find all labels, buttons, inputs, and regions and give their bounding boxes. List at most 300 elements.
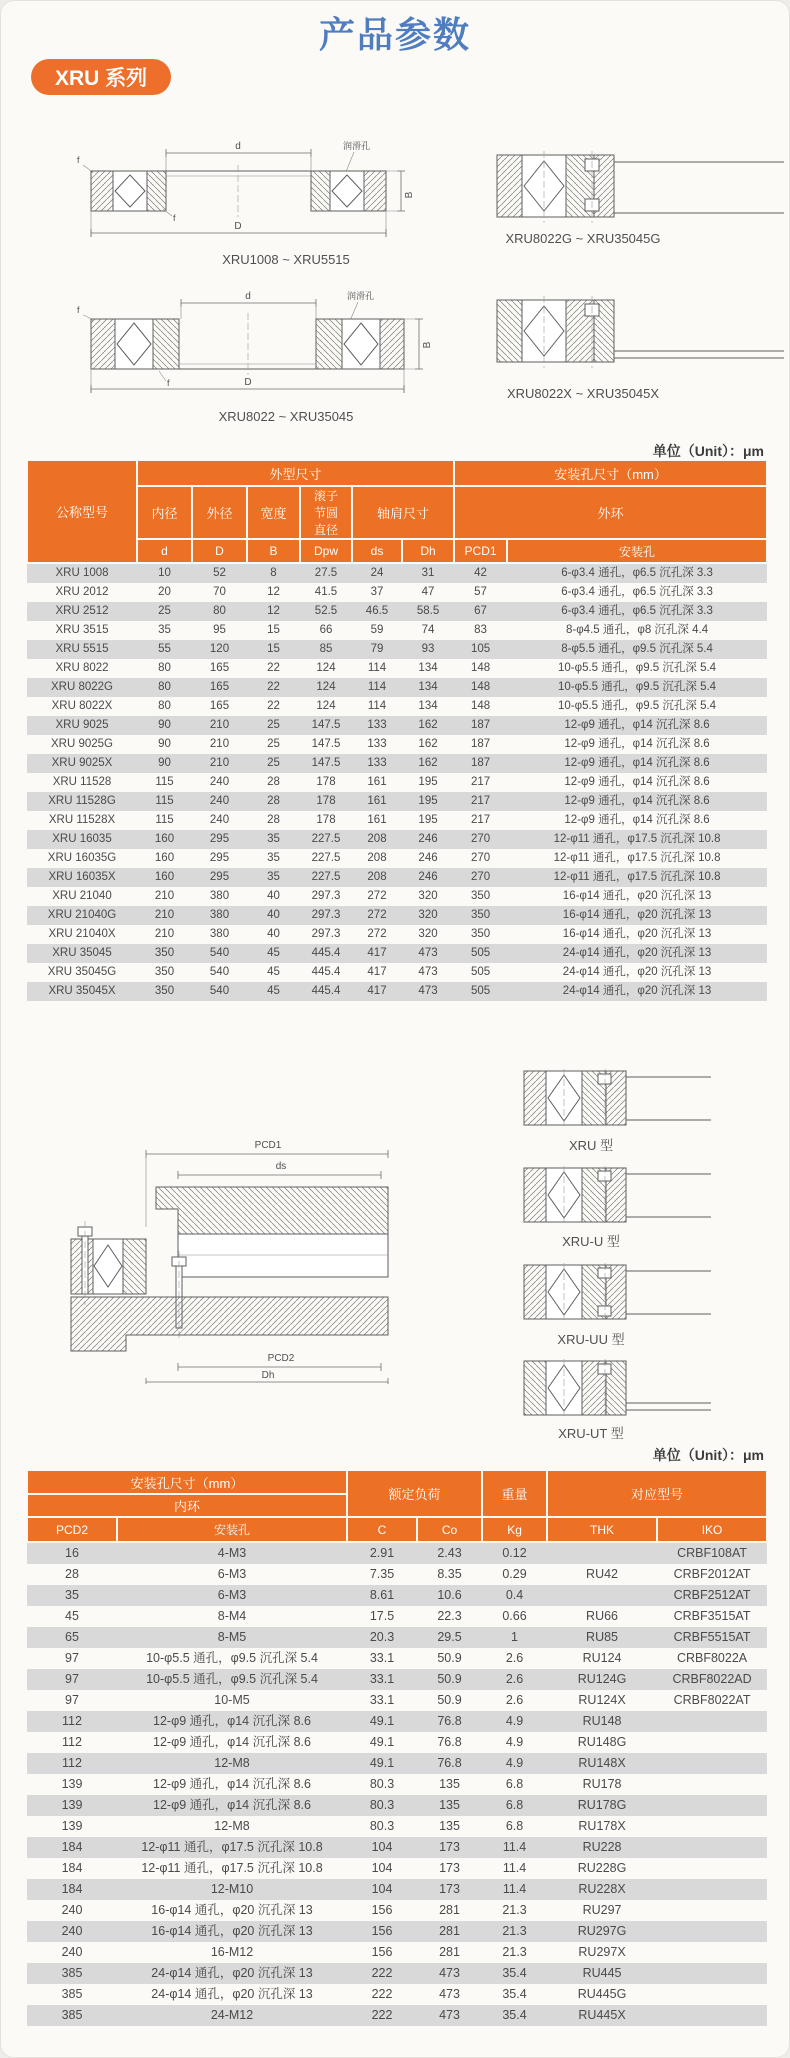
type-drawing-xru-uu	[506, 1263, 716, 1323]
cell: 112	[62, 1735, 82, 1749]
cell: 12-φ11 通孔，φ17.5 沉孔深 10.8	[141, 1861, 323, 1875]
cell: 2.6	[505, 1651, 524, 1665]
cell: 59	[370, 624, 384, 636]
cell: XRU 2512	[55, 605, 109, 617]
cell	[657, 1753, 767, 1774]
cell: 6.8	[505, 1777, 524, 1791]
cell: 195	[418, 814, 438, 826]
cell: 74	[421, 624, 435, 636]
cell: 160	[154, 852, 175, 864]
cell: 350	[470, 890, 491, 902]
dim-label-ds: ds	[275, 1161, 287, 1172]
cell	[547, 1542, 657, 1564]
cell: 195	[418, 776, 438, 788]
cell: 281	[439, 1924, 460, 1938]
load-ratings-table	[26, 1469, 768, 2026]
cell: XRU 11528G	[48, 795, 116, 807]
cell: RU124X	[578, 1693, 626, 1707]
cell: XRU 9025X	[51, 757, 113, 769]
cell: 7.35	[369, 1567, 395, 1581]
cell: 24-φ14 通孔，φ20 沉孔深 13	[562, 966, 712, 978]
col-header-outer-ring: 外环	[454, 486, 767, 539]
cell: RU297G	[577, 1924, 627, 1938]
cell: 178	[316, 776, 336, 788]
cell: 8-M5	[217, 1630, 247, 1644]
cell: 10-φ5.5 通孔，φ9.5 沉孔深 5.4	[558, 681, 717, 693]
cell: 297.3	[311, 928, 341, 940]
cell: 161	[367, 776, 387, 788]
col-header: 安装孔	[117, 1517, 347, 1542]
cell: 12-φ9 通孔，φ14 沉孔深 8.6	[564, 776, 710, 788]
type-drawing-xru	[506, 1069, 716, 1129]
cell: 540	[209, 985, 230, 997]
table-row	[27, 887, 767, 906]
table-row	[27, 1984, 767, 2005]
cell: 104	[371, 1840, 393, 1854]
dim-label-D: D	[234, 221, 242, 232]
cell: 240	[209, 795, 230, 807]
cell: 28	[65, 1567, 79, 1581]
cell: 50.9	[437, 1651, 462, 1665]
cell: CRBF2512AT	[673, 1588, 751, 1602]
cell: 445.4	[311, 985, 341, 997]
col-header: Dh	[402, 539, 454, 563]
cell: 97	[65, 1693, 79, 1707]
cell: 45	[267, 985, 280, 997]
group-header-inner-ring: 内环	[27, 1494, 347, 1517]
cell: 272	[367, 928, 387, 940]
cell: 0.66	[502, 1609, 527, 1623]
cell: 80	[158, 681, 171, 693]
cell: 10.6	[437, 1588, 462, 1602]
cell: 21.3	[502, 1945, 527, 1959]
cell: 31	[421, 567, 435, 579]
cell: 124	[316, 700, 336, 712]
cell	[657, 1858, 767, 1879]
cell: XRU 21040X	[48, 928, 116, 940]
page-title: 产品参数	[318, 14, 471, 55]
cell: 22.3	[437, 1609, 462, 1623]
cell: 473	[418, 985, 438, 997]
cell: CRBF8022A	[676, 1651, 748, 1665]
cell: 80	[158, 700, 171, 712]
cell: 162	[418, 738, 438, 750]
cell: 246	[418, 871, 438, 883]
cell: 272	[367, 909, 387, 921]
cell: 16-φ14 通孔，φ20 沉孔深 13	[562, 890, 712, 902]
type-caption: XRU-UU 型	[557, 1332, 625, 1347]
cell: 80.3	[369, 1798, 395, 1812]
cell: RU228X	[578, 1882, 626, 1896]
cell: 161	[367, 795, 387, 807]
cell: 49.1	[369, 1714, 395, 1728]
cell: RU148X	[578, 1756, 626, 1770]
cell: 473	[439, 1987, 460, 2001]
cell: 240	[61, 1945, 83, 1959]
table-row	[27, 1879, 767, 1900]
cell: XRU 5515	[55, 643, 109, 655]
type-caption: XRU-UT 型	[558, 1426, 624, 1441]
cell: 35.4	[502, 1966, 527, 1980]
cell: RU228	[582, 1840, 622, 1854]
col-header-outer-dia: 外径	[192, 486, 247, 539]
cell: 58.5	[416, 605, 440, 617]
cell: 97	[65, 1651, 79, 1665]
cell: RU297	[582, 1903, 622, 1917]
table-row	[27, 602, 767, 621]
cell: 385	[61, 1987, 83, 2001]
table-row	[27, 697, 767, 716]
cell: 6.8	[505, 1819, 524, 1833]
cell	[657, 1879, 767, 1900]
cell: 473	[418, 947, 438, 959]
col-header-roller-pcd: 滚子节圆直径	[300, 486, 352, 539]
cell: 227.5	[311, 833, 341, 845]
cell: XRU 35045G	[47, 966, 117, 978]
cell: 12-φ9 通孔，φ14 沉孔深 8.6	[564, 814, 710, 826]
cell: 12-φ9 通孔，φ14 沉孔深 8.6	[153, 1777, 311, 1791]
cell: 8	[270, 567, 277, 579]
cell: 195	[418, 795, 438, 807]
table-row	[27, 1627, 767, 1648]
cell: RU228G	[577, 1861, 627, 1875]
cell: 12-φ11 通孔，φ17.5 沉孔深 10.8	[553, 833, 721, 845]
diagram-caption: XRU1008 ~ XRU5515	[222, 252, 350, 267]
cell: 2.91	[369, 1546, 395, 1560]
cell: 41.5	[314, 586, 338, 598]
cell: 473	[439, 1966, 460, 1980]
type-drawing-xru-ut	[506, 1359, 716, 1419]
diagram-caption: XRU8022 ~ XRU35045	[218, 409, 354, 424]
cell: 12-φ11 通孔，φ17.5 沉孔深 10.8	[553, 871, 721, 883]
cell: 28	[267, 795, 280, 807]
table-row	[27, 849, 767, 868]
cell: 8-φ5.5 通孔，φ9.5 沉孔深 5.4	[561, 643, 713, 655]
cell: CRBF8022AD	[672, 1672, 752, 1686]
cell: 178	[316, 814, 336, 826]
bearing-section-drawing-row2-left	[71, 289, 441, 407]
col-header-inner-dia: 内径	[137, 486, 192, 539]
cell: 165	[209, 681, 230, 693]
cell: 124	[316, 662, 336, 674]
cell: CRBF3515AT	[673, 1609, 751, 1623]
cell: 147.5	[311, 757, 341, 769]
cell: 49.1	[369, 1735, 395, 1749]
cell: 156	[371, 1903, 393, 1917]
cell: 28	[267, 776, 280, 788]
cell: 380	[209, 909, 230, 921]
cell: 222	[371, 1987, 393, 2001]
cell: 8.35	[437, 1567, 462, 1581]
cell: 380	[209, 928, 230, 940]
cell: 12-φ9 通孔，φ14 沉孔深 8.6	[153, 1798, 311, 1812]
dim-label-f: f	[77, 155, 80, 165]
cell: 12	[267, 586, 280, 598]
col-header-shoulder: 轴肩尺寸	[352, 486, 454, 539]
cell: 114	[367, 700, 387, 712]
cell: 120	[209, 643, 230, 655]
dim-label-f: f	[173, 213, 176, 223]
cell: 95	[213, 624, 226, 636]
cell: 12-M8	[214, 1756, 250, 1770]
unit-note: 单位（Unit）：μm	[652, 443, 764, 459]
cell: 79	[370, 643, 384, 655]
cell: XRU 35045	[52, 947, 112, 959]
col-header-width: 宽度	[247, 486, 300, 539]
cell: 147.5	[311, 719, 341, 731]
col-header: d	[137, 539, 192, 563]
table-row	[27, 678, 767, 697]
cell: 473	[439, 2008, 460, 2022]
cell: 67	[474, 605, 487, 617]
cell: 115	[155, 795, 174, 807]
outer-dimensions-table	[26, 459, 768, 1001]
table-row	[27, 982, 767, 1001]
cell: 240	[61, 1924, 83, 1938]
cell: 139	[61, 1798, 83, 1812]
cell: 80	[158, 662, 171, 674]
cell: RU445X	[578, 2008, 626, 2022]
cell: 12-M8	[214, 1819, 250, 1833]
cell: RU297X	[578, 1945, 626, 1959]
table-row	[27, 1564, 767, 1585]
dim-label-f: f	[167, 378, 170, 388]
cell: 1	[511, 1630, 518, 1644]
cell: 210	[209, 757, 230, 769]
cell: 540	[209, 947, 230, 959]
cell: 105	[470, 643, 491, 655]
cell: XRU 9025	[55, 719, 109, 731]
series-badge: XRU 系列	[31, 59, 171, 95]
cell: 83	[474, 624, 487, 636]
cell: RU124	[582, 1651, 622, 1665]
col-header: D	[192, 539, 247, 563]
bearing-section-drawing-row1-right	[489, 151, 789, 226]
cell: 80.3	[369, 1777, 395, 1791]
cell: 45	[65, 1609, 79, 1623]
cell: 165	[209, 662, 230, 674]
cell: 42	[474, 567, 487, 579]
table-row	[27, 563, 767, 583]
cell: 173	[439, 1882, 460, 1896]
cell: 505	[470, 947, 491, 959]
cell: XRU 3515	[55, 624, 109, 636]
cell: 11.4	[502, 1840, 527, 1854]
cell: 17.5	[369, 1609, 395, 1623]
cell: 295	[209, 852, 230, 864]
table-row	[27, 1711, 767, 1732]
cell: 281	[439, 1945, 460, 1959]
cell: 8-M4	[217, 1609, 247, 1623]
table-row	[27, 1942, 767, 1963]
cell: 505	[470, 966, 491, 978]
cell: 139	[61, 1819, 83, 1833]
dim-label-d: d	[235, 141, 241, 152]
cell: 160	[154, 871, 175, 883]
table-row	[27, 2005, 767, 2026]
cell: 187	[470, 719, 491, 731]
table-row	[27, 1753, 767, 1774]
cell: 380	[209, 890, 230, 902]
cell	[657, 1837, 767, 1858]
table-row	[27, 716, 767, 735]
cell: 208	[367, 871, 387, 883]
cell: RU42	[586, 1567, 619, 1581]
cell: 139	[61, 1777, 83, 1791]
cell: 114	[367, 681, 387, 693]
cell: 35	[267, 852, 280, 864]
group-header-mount-holes: 安装孔尺寸（mm）	[454, 460, 767, 486]
cell: 35	[158, 624, 171, 636]
cell: 104	[371, 1861, 393, 1875]
dim-label-D: D	[244, 377, 252, 388]
diagram-caption: XRU8022G ~ XRU35045G	[505, 231, 661, 246]
cell: 76.8	[437, 1756, 462, 1770]
cell: CRBF108AT	[677, 1546, 747, 1560]
cell: RU148G	[577, 1735, 627, 1749]
cell: 16-φ14 通孔，φ20 沉孔深 13	[151, 1924, 313, 1938]
cell: 124	[316, 681, 336, 693]
cell: 50.9	[437, 1693, 462, 1707]
cell: 156	[371, 1945, 393, 1959]
cell: 80.3	[369, 1819, 395, 1833]
cell: 12-φ11 通孔，φ17.5 沉孔深 10.8	[553, 852, 721, 864]
cell: 85	[319, 643, 333, 655]
cell: 350	[470, 909, 491, 921]
cell: 217	[470, 776, 491, 788]
table-row	[27, 1774, 767, 1795]
cell: 2.43	[437, 1546, 462, 1560]
cell: RU445	[582, 1966, 622, 1980]
cell: 184	[61, 1882, 83, 1896]
col-header: PCD2	[27, 1517, 117, 1542]
cell: 281	[439, 1903, 460, 1917]
cell: 134	[418, 681, 438, 693]
cell: 66	[319, 624, 333, 636]
cell: 47	[421, 586, 435, 598]
cell: 50.9	[437, 1672, 462, 1686]
cell: 445.4	[311, 947, 341, 959]
cell: 210	[209, 738, 230, 750]
cell: 40	[267, 890, 280, 902]
cell: 35	[65, 1588, 79, 1602]
lube-hole-label: 润滑孔	[343, 141, 371, 151]
dim-label-f: f	[77, 305, 80, 315]
cell: RU178	[582, 1777, 622, 1791]
cell: 76.8	[437, 1735, 462, 1749]
cell: 35	[267, 871, 280, 883]
cell: 70	[213, 586, 226, 598]
cell: 29.5	[437, 1630, 462, 1644]
cell: 90	[158, 719, 171, 731]
mounting-section-drawing	[56, 1139, 396, 1384]
col-header: Dpw	[300, 539, 352, 563]
table-row	[27, 963, 767, 982]
table-row	[27, 735, 767, 754]
cell: 4.9	[505, 1714, 524, 1728]
cell: 33.1	[369, 1693, 395, 1707]
cell: XRU 1008	[55, 567, 109, 579]
cell: 295	[209, 833, 230, 845]
cell: 24-φ14 通孔，φ20 沉孔深 13	[562, 985, 712, 997]
table-row	[27, 1585, 767, 1606]
cell: 20.3	[369, 1630, 395, 1644]
cell: CRBF5515AT	[673, 1630, 751, 1644]
col-header: 安装孔	[507, 539, 767, 563]
type-drawing-xru-u	[506, 1166, 716, 1226]
cell: 21.3	[502, 1903, 527, 1917]
cell: 115	[155, 814, 174, 826]
cell: 25	[267, 719, 280, 731]
cell: 270	[470, 833, 491, 845]
cell: 240	[61, 1903, 83, 1917]
cell: 11.4	[502, 1882, 527, 1896]
cell: 22	[267, 662, 280, 674]
cell: 52	[213, 567, 226, 579]
cell: 25	[267, 738, 280, 750]
cell: 22	[267, 700, 280, 712]
table-row	[27, 1816, 767, 1837]
table-row	[27, 1921, 767, 1942]
cell: 210	[154, 890, 175, 902]
col-header: C	[347, 1517, 417, 1542]
cell: RU124G	[577, 1672, 627, 1686]
table-row	[27, 1795, 767, 1816]
cell: 473	[418, 966, 438, 978]
table-row	[27, 1606, 767, 1627]
cell: 208	[367, 833, 387, 845]
cell: 16-M12	[210, 1945, 254, 1959]
cell: XRU 21040G	[47, 909, 117, 921]
table-row	[27, 640, 767, 659]
cell: 208	[367, 852, 387, 864]
cell: 320	[418, 928, 438, 940]
cell: 135	[439, 1777, 460, 1791]
cell: 320	[418, 909, 438, 921]
bearing-section-drawing-row2-right	[489, 296, 789, 371]
cell	[657, 1795, 767, 1816]
cell: 270	[470, 852, 491, 864]
cell: 135	[439, 1819, 460, 1833]
cell: XRU 16035G	[47, 852, 117, 864]
cell: 24-φ14 通孔，φ20 沉孔深 13	[151, 1987, 313, 2001]
cell: 49.1	[369, 1756, 395, 1770]
cell: 76.8	[437, 1714, 462, 1728]
dim-label-pcd1: PCD1	[254, 1140, 282, 1151]
cell: 25	[267, 757, 280, 769]
cell: 178	[316, 795, 336, 807]
cell: 24-φ14 通孔，φ20 沉孔深 13	[151, 1966, 313, 1980]
cell: 16-φ14 通孔，φ20 沉孔深 13	[562, 909, 712, 921]
cell: 24	[370, 567, 384, 579]
cell: XRU 35045X	[48, 985, 116, 997]
cell: 187	[470, 757, 491, 769]
cell: 4.9	[505, 1756, 524, 1770]
cell: 184	[61, 1840, 83, 1854]
cell: 350	[154, 985, 175, 997]
cell: 33.1	[369, 1672, 395, 1686]
unit-note: 单位（Unit）：μm	[652, 1447, 764, 1463]
cell: 37	[370, 586, 384, 598]
cell: 133	[367, 719, 387, 731]
cell: 16-φ14 通孔，φ20 沉孔深 13	[562, 928, 712, 940]
cell: 246	[418, 852, 438, 864]
cell: 112	[62, 1714, 82, 1728]
cell: 173	[439, 1861, 460, 1875]
lube-hole-label: 润滑孔	[347, 291, 375, 301]
cell: CRBF2012AT	[673, 1567, 751, 1581]
table-row	[27, 1900, 767, 1921]
